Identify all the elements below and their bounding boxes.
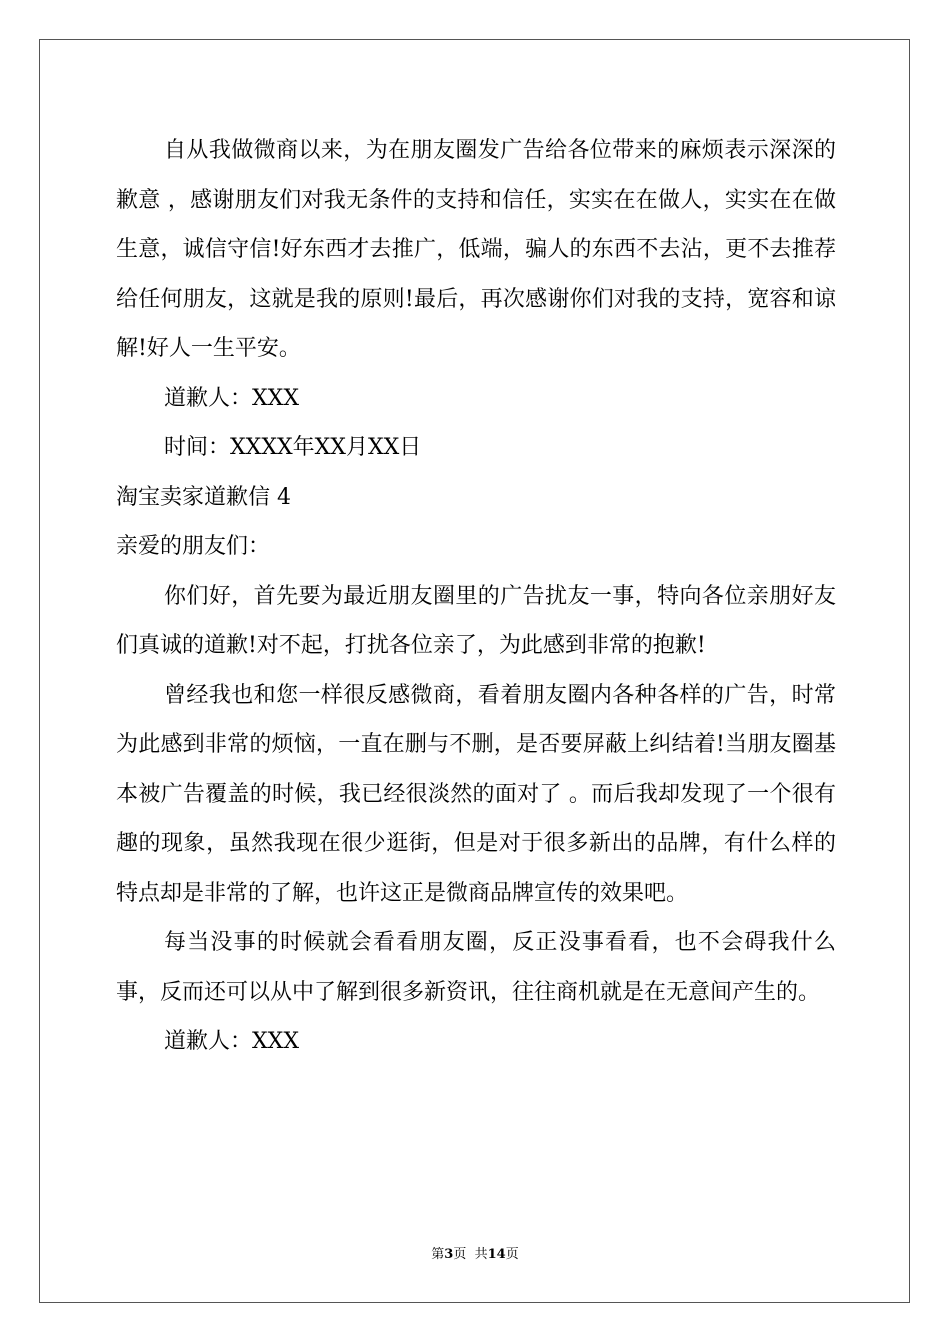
signature-line: 道歉人：XXX xyxy=(164,385,299,411)
signature-line-2: 道歉人：XXX xyxy=(164,1029,299,1054)
page-footer xyxy=(0,1246,950,1264)
page-label-mid: 页 共 xyxy=(453,1247,488,1262)
page-total-number: 14 xyxy=(487,1247,506,1262)
date-line: 时间：XXXX年XX月XX日 xyxy=(164,435,422,460)
page-current-number: 3 xyxy=(444,1247,454,1262)
salutation: 亲爱的朋友们： xyxy=(116,534,271,559)
page-label-suffix: 页 xyxy=(505,1247,519,1262)
document-body xyxy=(116,126,836,1067)
paragraph-opportunity: 每当没事的时候就会看看朋友圈，反正没事看看，也不会碍我什么事，反而还可以从中了解到很多新资讯，往往商机就是在无意间产生的。 xyxy=(116,930,836,1005)
section-title: 淘宝卖家道歉信 4 xyxy=(116,484,291,510)
paragraph-experience: 曾经我也和您一样很反感微商，看着朋友圈内各种各样的广告，时常为此感到非常的烦恼，一直在删与不删，是否要屏蔽上纠结着!当朋友圈基本被广告覆盖的时候，我已经很淡然的面对了 。而后我却发现了一个很有趣的现象，虽然我现在很少逛街，但是对于很多新出的品牌，有什么样的特点却是非常的了解，也许这正是微商品牌宣传的效果吧。 xyxy=(116,682,836,906)
paragraph-greeting: 你们好，首先要为最近朋友圈里的广告扰友一事，特向各位亲朋好友们真诚的道歉!对不起，打扰各位亲了，为此感到非常的抱歉! xyxy=(116,583,836,658)
page-label-prefix: 第 xyxy=(431,1247,445,1262)
paragraph-apology-intro: 自从我做微商以来，为在朋友圈发广告给各位带来的麻烦表示深深的歉意 ，感谢朋友们对我无条件的支持和信任，实实在在做人，实实在在做生意，诚信守信!好东西才去推广，低端，骗人的东西不去沾，更不去推荐给任何朋友，这就是我的原则!最后，再次感谢你们对我的支持，宽容和谅解!好人一生平安。 xyxy=(116,138,836,361)
